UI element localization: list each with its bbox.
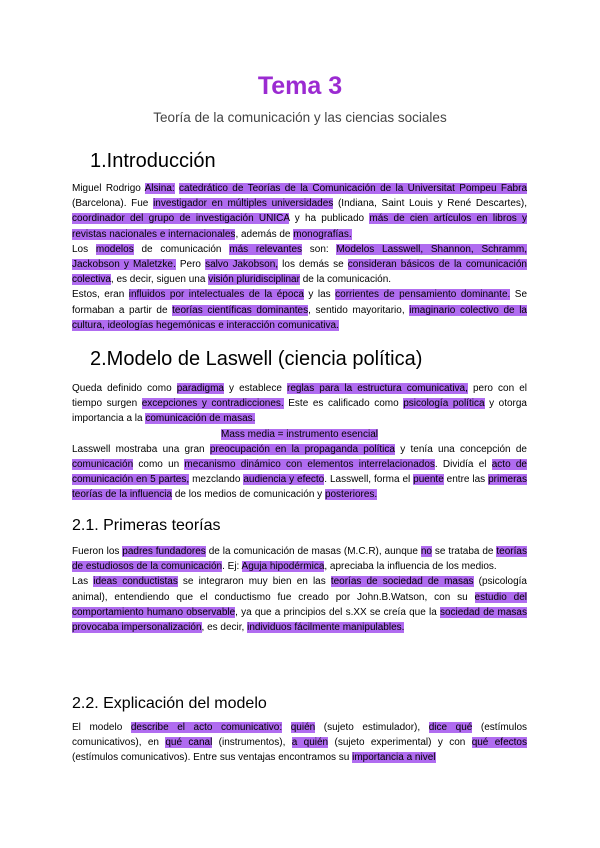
section-body-laswell xyxy=(72,381,527,503)
text-run: (sujeto estimulador), xyxy=(315,722,429,733)
text-run: Estos, eran xyxy=(72,289,129,301)
highlighted-text: salvo Jakobson, xyxy=(205,259,279,271)
highlighted-text: a quién xyxy=(291,737,329,749)
highlighted-text: influidos por intelectuales de la época xyxy=(128,289,304,301)
paragraph xyxy=(72,442,527,503)
highlighted-text: preocupación en la propaganda política xyxy=(209,443,395,455)
document-title: Tema 3 xyxy=(257,72,343,100)
section-body-explicacion xyxy=(72,720,527,766)
text-run: de los medios de comunicación y xyxy=(172,489,325,501)
highlighted-text: acto de comunicación en 5 partes, xyxy=(72,459,527,486)
highlighted-text: puente xyxy=(413,474,444,486)
text-run: . Dividía el xyxy=(434,459,492,471)
paragraph xyxy=(72,287,527,333)
section-heading-explicacion: 2.2. Explicación del modelo xyxy=(72,695,267,712)
text-run: entre las xyxy=(443,474,489,486)
highlighted-text: excepciones y contradicciones. xyxy=(141,398,284,410)
section-heading-primeras: 2.1. Primeras teorías xyxy=(72,517,221,534)
section-heading-intro: 1.Introducción xyxy=(90,150,216,172)
text-run: son: xyxy=(302,243,337,255)
text-run: Pero xyxy=(175,259,206,271)
section-body-intro xyxy=(72,181,527,333)
text-run: Queda definido como xyxy=(72,383,177,394)
text-run: Miguel Rodrigo xyxy=(72,183,145,194)
highlighted-text: describe el acto comunicativo: xyxy=(130,722,283,733)
section-heading-laswell: 2.Modelo de Laswell (ciencia política) xyxy=(90,348,423,370)
highlighted-text: sociedad de masas provocaba impersonalización xyxy=(72,606,527,634)
highlighted-text: más de cien artículos en libros y revistas nacionales e internacionales xyxy=(72,213,528,240)
text-run: los demás se xyxy=(278,259,348,271)
text-run: pero con el tiempo surgen xyxy=(72,383,528,410)
highlighted-text: teorías de estudiosos de la comunicación xyxy=(72,546,527,573)
text-run: (psicología animal), entendiendo que el conductismo fue creado por John.B.Watson, con su xyxy=(72,576,527,603)
highlighted-text: visión pluridisciplinar xyxy=(208,274,300,286)
highlighted-text: monografías. xyxy=(293,228,352,240)
text-run: de la comunicación. xyxy=(299,274,392,286)
text-run: como un xyxy=(133,459,185,471)
text-run: y las xyxy=(303,289,336,301)
text-run: de la comunicación de masas (M.C.R), aunque xyxy=(205,546,421,557)
highlighted-text: teorías científicas dominantes xyxy=(172,304,309,316)
highlighted-text: corrientes de pensamiento dominante. xyxy=(335,289,511,301)
highlighted-text: psicología política xyxy=(403,398,485,410)
text-run: . Lasswell, forma el xyxy=(324,474,414,486)
section-body-primeras xyxy=(72,544,527,635)
paragraph xyxy=(72,181,527,242)
text-run: (sujeto experimental) y con xyxy=(328,737,472,749)
highlighted-text: Mass media = instrumento esencial xyxy=(220,428,379,440)
text-run: y otorga importancia a la xyxy=(72,398,527,425)
text-run: El modelo xyxy=(72,722,131,733)
highlighted-text: no xyxy=(420,546,432,557)
paragraph xyxy=(72,720,527,766)
highlighted-text: ideas conductistas xyxy=(93,576,178,588)
text-run: , sentido mayoritario, xyxy=(308,304,410,316)
highlighted-text: dice qué xyxy=(428,722,473,733)
highlighted-text: comunicación de masas. xyxy=(145,413,256,425)
highlighted-text: posteriores. xyxy=(324,489,378,501)
text-run: Se formaban a partir de xyxy=(72,289,528,316)
text-run: y ha publicado xyxy=(289,213,370,225)
text-run: . Ej: xyxy=(222,561,242,573)
text-run: Fueron los xyxy=(72,546,123,557)
highlighted-text: comunicación xyxy=(72,459,134,471)
highlighted-text: Alsina: xyxy=(144,183,175,194)
highlighted-text: investigador en múltiples universidades xyxy=(153,198,334,210)
text-run: mezclando xyxy=(189,474,244,486)
paragraph xyxy=(72,574,527,635)
text-run: (estímulos comunicativos). Entre sus ventajas encontramos su xyxy=(72,752,353,764)
highlighted-text: paradigma xyxy=(176,383,224,394)
text-run: (instrumentos), xyxy=(212,737,292,749)
paragraph xyxy=(72,544,527,574)
text-run: Los xyxy=(72,243,96,255)
highlighted-text: catedrático de Teorías de la Comunicación de la Universitat Pompeu Fabra xyxy=(179,183,528,194)
text-run xyxy=(282,722,291,733)
text-run: , apreciaba la influencia de los medios. xyxy=(324,561,497,573)
paragraph xyxy=(72,242,527,288)
text-run: se trataba de xyxy=(431,546,497,557)
text-run: , es decir, xyxy=(201,622,248,634)
highlighted-text: importancia a nivel xyxy=(352,752,436,764)
text-run: , ya que a principios del s.XX se creía que la xyxy=(235,606,440,618)
highlighted-text: más relevantes xyxy=(229,243,303,255)
highlighted-text: reglas para la estructura comunicativa, xyxy=(286,383,468,394)
text-run: Lasswell mostraba una gran xyxy=(72,443,210,455)
text-run: (Indiana, Saint Louis y René Descartes), xyxy=(333,198,527,210)
document-subtitle: Teoría de la comunicación y las ciencias sociales xyxy=(153,110,447,125)
text-run: Las xyxy=(72,576,94,588)
highlighted-text: imaginario colectivo de la cultura, ideologías hegemónicas e interacción comunicativa. xyxy=(72,304,527,331)
text-run: (estímulos comunicativos), en xyxy=(72,722,528,749)
text-run: se integraron muy bien en las xyxy=(177,576,331,588)
highlighted-text: mecanismo dinámico con elementos interrelacionados xyxy=(184,459,435,471)
text-run: y establece xyxy=(223,383,287,394)
highlighted-text: teorías de sociedad de masas xyxy=(330,576,474,588)
text-run: , además de xyxy=(235,228,294,240)
highlighted-text: primeras teorías de la influencia xyxy=(72,474,527,501)
highlighted-text: coordinador del grupo de investigación UNICA xyxy=(72,213,290,225)
text-run: , es decir, siguen una xyxy=(110,274,209,286)
highlighted-text: Aguja hipodérmica xyxy=(241,561,325,573)
highlighted-text: individuos fácilmente manipulables. xyxy=(247,622,405,634)
highlighted-text: quién xyxy=(290,722,316,733)
highlighted-text: modelos xyxy=(95,243,134,255)
highlighted-text: qué efectos xyxy=(471,737,527,749)
highlighted-text: Modelos Lasswell, Shannon, Schramm, Jackobson y Maletzke. xyxy=(72,243,528,271)
paragraph xyxy=(72,381,527,427)
highlighted-text: padres fundadores xyxy=(122,546,206,557)
highlighted-text: audiencia y efecto xyxy=(243,474,325,486)
paragraph xyxy=(72,427,527,442)
text-run: (Barcelona). Fue xyxy=(72,198,154,210)
text-run: Este es calificado como xyxy=(283,398,404,410)
text-run: y tenía una concepción de xyxy=(394,443,527,455)
text-run: de comunicación xyxy=(133,243,230,255)
highlighted-text: estudio del comportamiento humano observable xyxy=(72,591,527,618)
highlighted-text: qué canal xyxy=(165,737,213,749)
highlighted-text: consideran básicos de la comunicación colectiva xyxy=(72,259,527,286)
